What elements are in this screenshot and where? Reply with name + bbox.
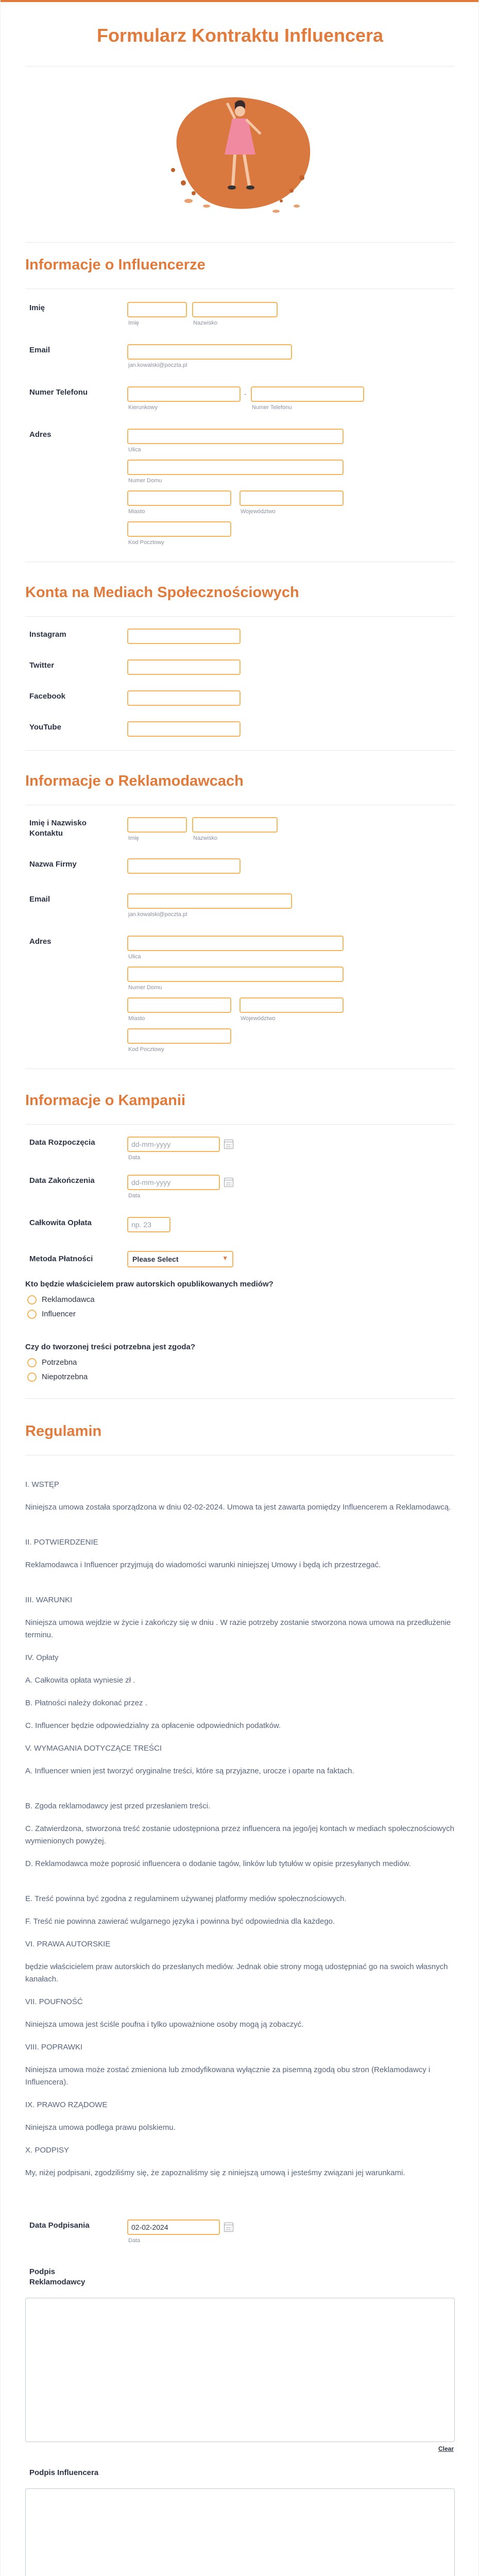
radio-influencer[interactable] xyxy=(27,1310,37,1319)
advertiser-email-label: Email xyxy=(29,895,50,904)
terms-paragraph: B. Płatności należy dokonać przez . xyxy=(25,1699,147,1707)
start-date-label: Data Rozpoczęcia xyxy=(29,1138,95,1147)
advertiser-section-heading: Informacje o Reklamodawcach xyxy=(25,773,244,789)
last-name-sublabel: Nazwisko xyxy=(193,320,218,326)
terms-paragraph: E. Treść powinna być zgodna z regulaminem używanej platformy mediów społecznościowych. xyxy=(25,1894,347,1903)
influencer-province-input[interactable] xyxy=(239,490,344,506)
payment-method-value: Please Select xyxy=(132,1255,179,1263)
influencer-address-label: Adres xyxy=(29,430,52,439)
twitter-label: Twitter xyxy=(29,661,55,670)
radio-label-reklamodawca: Reklamodawca xyxy=(42,1295,95,1304)
street-sublabel: Ulica xyxy=(128,447,141,453)
advertiser-name-label: Imię i Nazwisko Kontaktu xyxy=(29,819,87,838)
campaign-section-heading: Informacje o Kampanii xyxy=(25,1092,186,1109)
advertiser-signature-label: Podpis Reklamodawcy xyxy=(29,2267,85,2286)
terms-paragraph: III. WARUNKI xyxy=(25,1596,73,1604)
terms-paragraph: II. POTWIERDZENIE xyxy=(25,1538,98,1547)
sign-date-label: Data Podpisania xyxy=(29,2221,90,2230)
calendar-icon[interactable] xyxy=(224,2223,233,2232)
influencer-area-code-input[interactable] xyxy=(127,386,241,402)
terms-paragraph: C. Zatwierdzona, stworzona treść zostanie udostępniona przez influencera na jego/jej kontach w mediach społecznościowych wymienionych powyżej. xyxy=(25,1824,454,1845)
top-accent-bar xyxy=(1,0,479,2)
terms-paragraph: Niniejsza umowa wejdzie w życie i zakończy się w dniu . W razie potrzeby zostanie stworzona nowa umowa na przedłużenie terminu. xyxy=(25,1618,451,1639)
calendar-icon[interactable] xyxy=(224,1178,233,1187)
influencer-first-name-input[interactable] xyxy=(127,302,187,317)
terms-section-heading: Regulamin xyxy=(25,1423,102,1439)
date-sublabel: Data xyxy=(128,1155,141,1161)
email-sublabel: jan.kowalski@poczta.pl xyxy=(128,911,187,918)
province-sublabel: Województwo xyxy=(241,1015,276,1022)
street-sublabel: Ulica xyxy=(128,954,141,960)
terms-paragraph: Niniejsza umowa została sporządzona w dniu 02-02-2024. Umowa ta jest zawarta pomiędzy Influencerem a Reklamodawcą. xyxy=(25,1503,451,1512)
form-title: Formularz Kontraktu Influencera xyxy=(96,25,384,46)
advertiser-postal-code-input[interactable] xyxy=(127,1028,231,1044)
advertiser-last-name-input[interactable] xyxy=(192,817,278,833)
twitter-input[interactable] xyxy=(127,659,241,675)
advertiser-first-name-input[interactable] xyxy=(127,817,187,833)
area-code-sublabel: Kierunkowy xyxy=(128,404,158,411)
influencer-city-input[interactable] xyxy=(127,490,231,506)
terms-paragraph: IV. Opłaty xyxy=(25,1653,59,1662)
influencer-email-label: Email xyxy=(29,346,50,354)
radio-label-potrzebna: Potrzebna xyxy=(42,1358,77,1367)
terms-paragraph: B. Zgoda reklamodawcy jest przed przesłaniem treści. xyxy=(25,1802,211,1810)
influencer-signature-label: Podpis Influencera xyxy=(29,2468,99,2477)
divider xyxy=(25,616,455,617)
radio-label-influencer: Influencer xyxy=(42,1310,76,1318)
influencer-signature-pad[interactable] xyxy=(25,2488,455,2576)
advertiser-province-input[interactable] xyxy=(239,997,344,1013)
payment-method-select[interactable] xyxy=(127,1251,233,1267)
advertiser-address-label: Adres xyxy=(29,937,52,946)
social-section-heading: Konta na Mediach Społecznościowych xyxy=(25,584,299,601)
divider xyxy=(25,1398,455,1399)
phone-separator: - xyxy=(244,389,247,398)
radio-niepotrzebna[interactable] xyxy=(27,1372,37,1382)
total-fee-input[interactable] xyxy=(127,1217,170,1232)
terms-paragraph: A. Influencer wnien jest tworzyć oryginalne treści, które są przyjazne, urocze i oparte na faktach. xyxy=(25,1767,354,1775)
phone-sublabel: Numer Telefonu xyxy=(252,404,292,411)
company-name-input[interactable] xyxy=(127,858,241,874)
radio-potrzebna[interactable] xyxy=(27,1358,37,1367)
approval-question: Czy do tworzonej treści potrzebna jest zgoda? xyxy=(25,1343,196,1351)
terms-paragraph: My, niżej podpisani, zgodziliśmy się, że zapoznaliśmy się z niniejszą umową i jesteśmy związani jej warunkami. xyxy=(25,2168,405,2177)
youtube-input[interactable] xyxy=(127,721,241,737)
terms-paragraph: X. PODPISY xyxy=(25,2146,70,2155)
influencer-street-input[interactable] xyxy=(127,429,344,444)
terms-paragraph: będzie właścicielem praw autorskich do przesłanych mediów. Jednak obie strony mogą udostępniać go na swoich własnych kanałach. xyxy=(25,1962,448,1984)
terms-paragraph: VII. POUFNOŚĆ xyxy=(25,1997,83,2006)
terms-paragraph: Niniejsza umowa podlega prawu polskiemu. xyxy=(25,2123,176,2132)
first-name-sublabel: Imię xyxy=(128,835,139,841)
influencer-illustration xyxy=(158,82,322,222)
divider xyxy=(25,242,455,243)
end-date-input[interactable] xyxy=(127,1175,220,1190)
company-name-label: Nazwa Firmy xyxy=(29,860,77,869)
postal-code-sublabel: Kod Pocztowy xyxy=(128,539,164,546)
chevron-down-icon: ▼ xyxy=(222,1255,228,1262)
date-sublabel: Data xyxy=(128,2238,141,2244)
house-number-sublabel: Numer Domu xyxy=(128,478,162,484)
influencer-phone-label: Numer Telefonu xyxy=(29,388,88,397)
youtube-label: YouTube xyxy=(29,723,61,732)
start-date-input[interactable] xyxy=(127,1137,220,1152)
radio-label-niepotrzebna: Niepotrzebna xyxy=(42,1372,88,1381)
first-name-sublabel: Imię xyxy=(128,320,139,326)
advertiser-city-input[interactable] xyxy=(127,997,231,1013)
divider xyxy=(25,750,455,751)
terms-paragraph: V. WYMAGANIA DOTYCZĄCE TREŚCI xyxy=(25,1744,162,1753)
house-number-sublabel: Numer Domu xyxy=(128,985,162,991)
terms-paragraph: Niniejsza umowa jest ściśle poufna i tylko upoważnione osoby mogą ją zobaczyć. xyxy=(25,2020,304,2029)
influencer-section-heading: Informacje o Influencerze xyxy=(25,257,206,273)
instagram-input[interactable] xyxy=(127,629,241,644)
sign-date-input[interactable] xyxy=(127,2219,220,2235)
terms-paragraph: F. Treść nie powinna zawierać wulgarnego języka i powinna być odpowiednia dla każdego. xyxy=(25,1917,335,1926)
divider xyxy=(25,1124,455,1125)
terms-paragraph: IX. PRAWO RZĄDOWE xyxy=(25,2100,108,2109)
facebook-label: Facebook xyxy=(29,692,66,701)
influencer-house-number-input[interactable] xyxy=(127,460,344,475)
province-sublabel: Województwo xyxy=(241,509,276,515)
influencer-email-input[interactable] xyxy=(127,344,292,360)
influencer-phone-input[interactable] xyxy=(251,386,364,402)
end-date-label: Data Zakończenia xyxy=(29,1176,95,1185)
last-name-sublabel: Nazwisko xyxy=(193,835,218,841)
terms-paragraph: VIII. POPRAWKI xyxy=(25,2043,83,2052)
terms-paragraph: C. Influencer będzie odpowiedzialny za opłacenie odpowiednich podatków. xyxy=(25,1721,281,1730)
clear-signature-button[interactable]: Clear xyxy=(438,2445,454,2452)
advertiser-house-number-input[interactable] xyxy=(127,967,344,982)
advertiser-street-input[interactable] xyxy=(127,936,344,951)
terms-paragraph: Niniejsza umowa może zostać zmieniona lub zmodyfikowana wyłącznie za pisemną zgodą obu stron (Reklamodawcy i Influencera). xyxy=(25,2065,431,2087)
city-sublabel: Miasto xyxy=(128,509,145,515)
advertiser-signature-pad[interactable] xyxy=(25,2298,455,2442)
calendar-icon[interactable] xyxy=(224,1140,233,1149)
influencer-last-name-input[interactable] xyxy=(192,302,278,317)
city-sublabel: Miasto xyxy=(128,1015,145,1022)
email-sublabel: jan.kowalski@poczta.pl xyxy=(128,362,187,368)
terms-paragraph: A. Całkowita opłata wyniesie zł . xyxy=(25,1676,135,1685)
date-sublabel: Data xyxy=(128,1193,141,1199)
terms-paragraph: Reklamodawca i Influencer przyjmują do wiadomości warunki niniejszej Umowy i będą ich przestrzegać. xyxy=(25,1561,381,1569)
advertiser-email-input[interactable] xyxy=(127,893,292,909)
terms-paragraph: I. WSTĘP xyxy=(25,1480,59,1489)
copyright-question: Kto będzie właścicielem praw autorskich opublikowanych mediów? xyxy=(25,1280,273,1289)
influencer-postal-code-input[interactable] xyxy=(127,521,231,537)
payment-method-label: Metoda Płatności xyxy=(29,1255,93,1263)
total-fee-label: Całkowita Opłata xyxy=(29,1218,92,1227)
influencer-name-label: Imię xyxy=(29,303,45,312)
instagram-label: Instagram xyxy=(29,630,66,639)
postal-code-sublabel: Kod Pocztowy xyxy=(128,1046,164,1053)
radio-reklamodawca[interactable] xyxy=(27,1295,37,1304)
terms-paragraph: D. Reklamodawca może poprosić influencera o dodanie tagów, linków lub tytułów w opisie przesyłanych mediów. xyxy=(25,1859,411,1868)
facebook-input[interactable] xyxy=(127,690,241,706)
terms-paragraph: VI. PRAWA AUTORSKIE xyxy=(25,1940,111,1948)
